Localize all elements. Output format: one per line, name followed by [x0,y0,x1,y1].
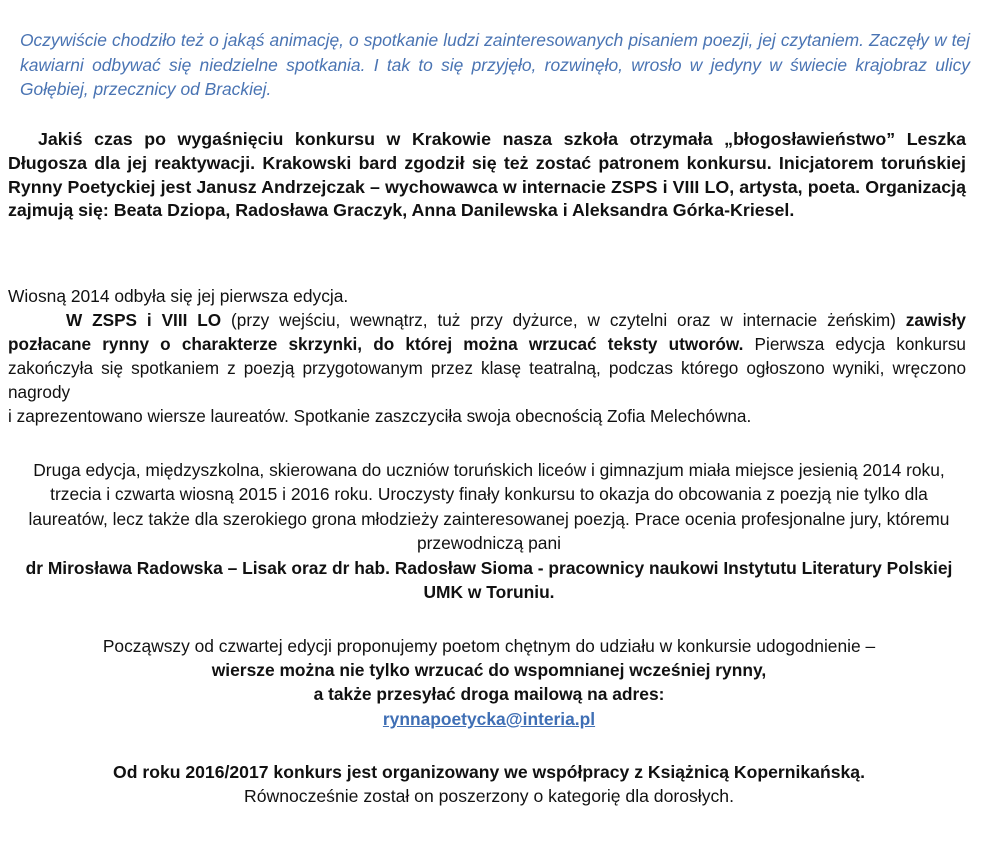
first-edition-text: Wiosną 2014 odbyła się jej pierwsza edycja. [8,286,349,306]
partnership-text: Od roku 2016/2017 konkurs jest organizowany we współpracy z Książnicą Kopernikańską. [113,762,865,782]
first-edition-summary: Pierwsza edycja konkursu zakończyła się spotkaniem z poezją przygotowanym przez klasę teatralną, podczas którego ogłoszono wyniki, wręczono nagrody [8,334,966,402]
gutters-description: zawisły pozłacane rynny o charakterze skrzynki, do której można wrzucać teksty utworów. [8,310,966,354]
boxes-main-text [8,308,966,404]
submission-intro: Począwszy od czwartej edycji proponujemy poetom chętnym do udziału w konkursie udogodnienie – [102,636,876,656]
email-link[interactable]: rynnapoetycka@interia.pl [382,708,596,729]
partnership-paragraph [14,760,964,809]
second-edition-paragraph [14,458,964,604]
second-edition-text: Druga edycja, międzyszkolna, skierowana do uczniów toruńskich liceów i gimnazjum miała miejsce jesienią 2014 roku, trzecia i czwarta wiosną 2015 i 2016 roku. Uroczysty finały konkursu to okazja do obcowania z poezją nie tylko dla laureatów, lecz także dla szerokiego grona młodzieży zainteresowanej poezją. Prace ocenia profesjonalne jury, któremu przewodniczą pani [28,460,950,554]
history-paragraph [8,128,966,223]
intro-paragraph [20,28,970,102]
box-locations: (przy wejściu, wewnątrz, tuż przy dyżurce, w czytelni oraz w internacie żeńskim) [221,310,906,330]
first-edition-summary-end: i zaprezentowano wiersze laureatów. Spotkanie zaszczyciła swoja obecnością Zofia Melechówna. [8,406,752,426]
history-text: Jakiś czas po wygaśnięciu konkursu w Krakowie nasza szkoła otrzymała „błogosławieństwo” Leszka Długosza dla jej reaktywacji. Krakowski bard zgodził się też zostać patronem konkursu. Inicjatorem toruńskiej Rynny Poetyckiej jest Janusz Andrzejczak – wychowawca w internacie ZSPS i VIII LO, artysta, poeta. Organizacją zajmują się: Beata Dziopa, Radosława Graczyk, Anna Danilewska i Aleksandra Górka-Kriesel. [8,129,966,221]
submission-email-intro: a także przesyłać droga mailową na adres: [313,684,665,705]
submission-paragraph [14,634,964,731]
intro-text-1: Oczywiście chodziło też o jakąś animację, o spotkanie ludzi zainteresowanych pisaniem poezji, jej czytaniem. [20,30,864,50]
intro-text-2: Zaczęły w tej kawiarni odbywać się niedzielne spotkania. I tak to się przyjęło, rozwinęło, wrosło w jedyny w świecie krajobraz ulicy Gołębiej, przecznicy od Brackiej. [20,30,970,100]
submission-gutter: wiersze można nie tylko wrzucać do wspomnianej wcześniej rynny, [211,660,767,681]
school-name: W ZSPS i VIII LO [66,310,222,330]
jury-members: dr Mirosława Radowska – Lisak oraz dr hab. Radosław Sioma - pracownicy naukowi Instytutu Literatury Polskiej UMK w Toruniu. [25,557,953,603]
adult-category-text: Równocześnie został on poszerzony o kategorię dla dorosłych. [244,786,734,807]
boxes-paragraph [8,308,966,428]
